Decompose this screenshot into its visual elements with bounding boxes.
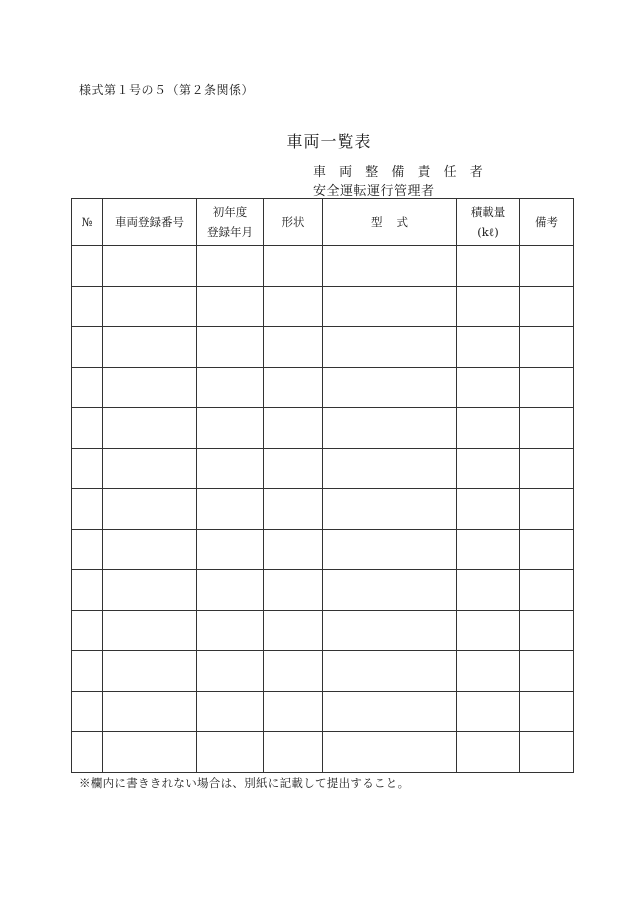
cell-remarks[interactable]: [520, 570, 574, 611]
table-row: [72, 448, 574, 489]
cell-registration-number[interactable]: [103, 327, 197, 368]
table-header-row: [72, 199, 574, 246]
footnote: ※欄内に書ききれない場合は、別紙に記載して提出すること。: [79, 776, 410, 790]
cell-model[interactable]: [323, 529, 457, 570]
table-row: [72, 529, 574, 570]
table-row: [72, 367, 574, 408]
cell-no[interactable]: [72, 732, 103, 773]
table-row: [72, 732, 574, 773]
table-row: [72, 327, 574, 368]
cell-capacity[interactable]: [457, 246, 520, 287]
header-remarks: 備考: [520, 199, 574, 246]
cell-model[interactable]: [323, 327, 457, 368]
table-row: [72, 408, 574, 449]
cell-no[interactable]: [72, 610, 103, 651]
cell-registration-number[interactable]: [103, 286, 197, 327]
cell-first-registration[interactable]: [197, 367, 264, 408]
cell-registration-number[interactable]: [103, 529, 197, 570]
cell-capacity[interactable]: [457, 529, 520, 570]
header-registration-number: 車両登録番号: [103, 199, 197, 246]
cell-no[interactable]: [72, 448, 103, 489]
cell-capacity[interactable]: [457, 732, 520, 773]
cell-first-registration[interactable]: [197, 529, 264, 570]
form-number: 様式第１号の５（第２条関係）: [79, 83, 255, 97]
table-row: [72, 489, 574, 530]
cell-capacity[interactable]: [457, 408, 520, 449]
cell-shape[interactable]: [264, 367, 323, 408]
cell-registration-number[interactable]: [103, 570, 197, 611]
cell-shape[interactable]: [264, 489, 323, 530]
header-first-registration-line2: 登録年月: [207, 225, 253, 239]
cell-shape[interactable]: [264, 529, 323, 570]
document-title: 車両一覧表: [286, 132, 372, 151]
cell-first-registration[interactable]: [197, 570, 264, 611]
header-shape: 形状: [264, 199, 323, 246]
cell-first-registration[interactable]: [197, 732, 264, 773]
cell-model[interactable]: [323, 610, 457, 651]
cell-remarks[interactable]: [520, 529, 574, 570]
cell-remarks[interactable]: [520, 489, 574, 530]
cell-model[interactable]: [323, 246, 457, 287]
cell-first-registration[interactable]: [197, 691, 264, 732]
cell-first-registration[interactable]: [197, 610, 264, 651]
cell-remarks[interactable]: [520, 286, 574, 327]
cell-remarks[interactable]: [520, 367, 574, 408]
cell-shape[interactable]: [264, 408, 323, 449]
cell-model[interactable]: [323, 691, 457, 732]
header-capacity-line2: (kℓ): [477, 225, 499, 239]
cell-capacity[interactable]: [457, 610, 520, 651]
cell-registration-number[interactable]: [103, 691, 197, 732]
cell-first-registration[interactable]: [197, 651, 264, 692]
cell-capacity[interactable]: [457, 448, 520, 489]
cell-no[interactable]: [72, 327, 103, 368]
cell-remarks[interactable]: [520, 408, 574, 449]
cell-remarks[interactable]: [520, 610, 574, 651]
cell-shape[interactable]: [264, 732, 323, 773]
role-safe-driving-manager: 安全運転運行管理者: [313, 184, 435, 199]
cell-remarks[interactable]: [520, 691, 574, 732]
header-capacity-line1: 積載量: [470, 205, 506, 219]
cell-shape[interactable]: [264, 691, 323, 732]
cell-no[interactable]: [72, 286, 103, 327]
cell-shape[interactable]: [264, 570, 323, 611]
cell-capacity[interactable]: [457, 286, 520, 327]
cell-no[interactable]: [72, 570, 103, 611]
cell-registration-number[interactable]: [103, 246, 197, 287]
cell-shape[interactable]: [264, 448, 323, 489]
table-row: [72, 651, 574, 692]
cell-registration-number[interactable]: [103, 448, 197, 489]
cell-remarks[interactable]: [520, 327, 574, 368]
cell-model[interactable]: [323, 286, 457, 327]
cell-remarks[interactable]: [520, 246, 574, 287]
cell-capacity[interactable]: [457, 367, 520, 408]
cell-remarks[interactable]: [520, 651, 574, 692]
cell-registration-number[interactable]: [103, 408, 197, 449]
cell-no[interactable]: [72, 691, 103, 732]
cell-model[interactable]: [323, 651, 457, 692]
cell-registration-number[interactable]: [103, 651, 197, 692]
cell-first-registration[interactable]: [197, 327, 264, 368]
cell-model[interactable]: [323, 367, 457, 408]
cell-capacity[interactable]: [457, 489, 520, 530]
cell-registration-number[interactable]: [103, 732, 197, 773]
cell-capacity[interactable]: [457, 691, 520, 732]
vehicle-list-table: [71, 198, 574, 773]
header-first-registration: [197, 199, 264, 246]
cell-remarks[interactable]: [520, 732, 574, 773]
cell-registration-number[interactable]: [103, 489, 197, 530]
cell-shape[interactable]: [264, 610, 323, 651]
table-row: [72, 610, 574, 651]
table-row: [72, 246, 574, 287]
cell-capacity[interactable]: [457, 651, 520, 692]
table-row: [72, 286, 574, 327]
cell-model[interactable]: [323, 408, 457, 449]
cell-shape[interactable]: [264, 327, 323, 368]
cell-model[interactable]: [323, 489, 457, 530]
header-capacity: [457, 199, 520, 246]
cell-no[interactable]: [72, 529, 103, 570]
cell-model[interactable]: [323, 732, 457, 773]
cell-first-registration[interactable]: [197, 286, 264, 327]
cell-no[interactable]: [72, 367, 103, 408]
role-vehicle-maintenance-manager: 車 両 整 備 責 任 者: [313, 165, 488, 180]
cell-shape[interactable]: [264, 651, 323, 692]
table-row: [72, 691, 574, 732]
cell-capacity[interactable]: [457, 327, 520, 368]
cell-shape[interactable]: [264, 246, 323, 287]
header-model: [323, 199, 457, 246]
cell-capacity[interactable]: [457, 570, 520, 611]
table-row: [72, 570, 574, 611]
cell-no[interactable]: [72, 489, 103, 530]
cell-registration-number[interactable]: [103, 367, 197, 408]
cell-no[interactable]: [72, 246, 103, 287]
cell-first-registration[interactable]: [197, 448, 264, 489]
header-no: №: [72, 199, 103, 246]
header-model-label: 型式: [371, 215, 422, 229]
cell-no[interactable]: [72, 651, 103, 692]
table-body: [72, 246, 574, 773]
cell-model[interactable]: [323, 570, 457, 611]
cell-remarks[interactable]: [520, 448, 574, 489]
header-first-registration-line1: 初年度: [212, 205, 248, 219]
cell-first-registration[interactable]: [197, 246, 264, 287]
cell-shape[interactable]: [264, 286, 323, 327]
cell-registration-number[interactable]: [103, 610, 197, 651]
cell-no[interactable]: [72, 408, 103, 449]
cell-model[interactable]: [323, 448, 457, 489]
cell-first-registration[interactable]: [197, 489, 264, 530]
cell-first-registration[interactable]: [197, 408, 264, 449]
